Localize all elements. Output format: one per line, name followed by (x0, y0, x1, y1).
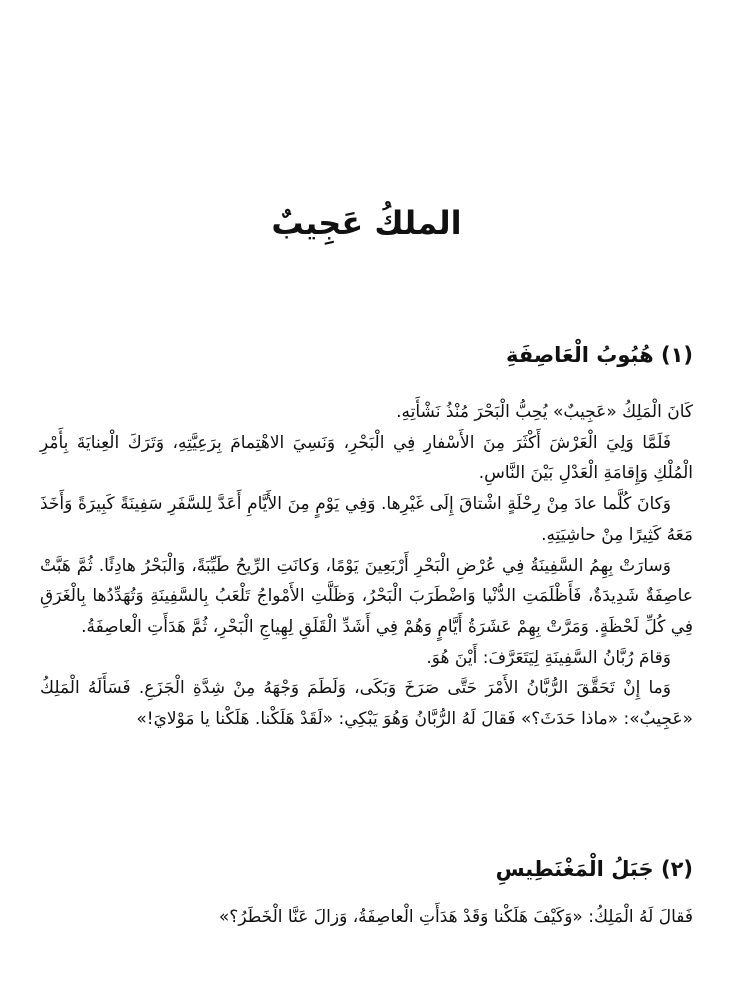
section-heading-storm: (١) هُبُوبُ الْعَاصِفَةِ (505, 343, 693, 367)
paragraph: وَقامَ رُبَّانُ السَّفِينَةِ لِيَتَعَرَّفَ: أَيْنَ هُوَ. (426, 647, 671, 668)
paragraph: وَما إِنْ تَحَقَّقَ الرُّبَّانُ الأَمْرَ حَتَّى صَرَخَ وَبَكَى، وَلَطَمَ وَجْهَهُ مِنْ شِدَّةِ الْجَزَعِ. فَسَأَلَهُ الْمَلِكُ «عَجِيبٌ»: «ماذا حَدَثَ؟» فَقالَ لَهُ الرُّبَّانُ وَهُوَ يَبْكِي: «لَقَدْ هَلَكْنا. هَلَكْنا يا مَوْلايَ!» (40, 678, 693, 730)
paragraph: فَقالَ لَهُ الْمَلِكُ: «وَكَيْفَ هَلَكْنا وَقَدْ هَدَأَتِ الْعاصِفَةُ، وَزالَ عَنَّا الْخَطَرُ؟» (218, 907, 693, 927)
section-body-magnet-mountain (40, 902, 693, 933)
paragraph: كَانَ الْمَلِكُ «عَجِيبٌ» يُحِبُّ الْبَحْرَ مُنْذُ نَشْأَتِهِ. (396, 402, 693, 422)
paragraph: فَلَمَّا وَلِيَ الْعَرْشَ أَكْثَرَ مِنَ الأَسْفارِ فِي الْبَحْرِ، وَنَسِيَ الاهْتِمامَ بِرَعِيَّتِهِ، وَتَرَكَ الْعِنايَةَ بِأَمْرِ الْمُلْكِ وَإِقامَةِ الْعَدْلِ بَيْنَ النَّاسِ. (40, 432, 693, 484)
section-heading-magnet-mountain: (٢) جَبَلُ الْمَغْنَطِيسِ (495, 857, 693, 881)
section-body-storm (40, 397, 693, 735)
paragraph: وَكانَ كُلَّما عادَ مِنْ رِحْلَةٍ اشْتاقَ إِلَى غَيْرِها. وَفِي يَوْمٍ مِنَ الأَيَّامِ أَعَدَّ لِلسَّفَرِ سَفِينَةً كَبِيرَةً وَأَخَذَ مَعَهُ كَثِيرًا مِنْ حاشِيَتِهِ. (40, 494, 693, 545)
chapter-title: الملكُ عَجِيبٌ (271, 204, 462, 242)
paragraph: وَسارَتْ بِهِمُ السَّفِينَةُ فِي عُرْضِ الْبَحْرِ أَرْبَعِينَ يَوْمًا، وَكانَتِ الرِّيحُ طَيِّبَةً، وَالْبَحْرُ هادِئًا. ثُمَّ هَبَّتْ عاصِفَةٌ شَدِيدَةٌ، فَأَظْلَمَتِ الدُّنْيا وَاضْطَرَبَ الْبَحْرُ، وَظَلَّتِ الأَمْواجُ تَلْعَبُ بِالسَّفِينَةِ وَتُهَدِّدُها بِالْغَرَقِ فِي كُلِّ لَحْظَةٍ. وَمَرَّتْ بِهِمْ عَشَرَةُ أَيَّامٍ وَهُمْ فِي أَشَدِّ الْقَلَقِ لِهِياجِ الْبَحْرِ، ثُمَّ هَدَأَتِ الْعاصِفَةُ. (40, 555, 693, 637)
